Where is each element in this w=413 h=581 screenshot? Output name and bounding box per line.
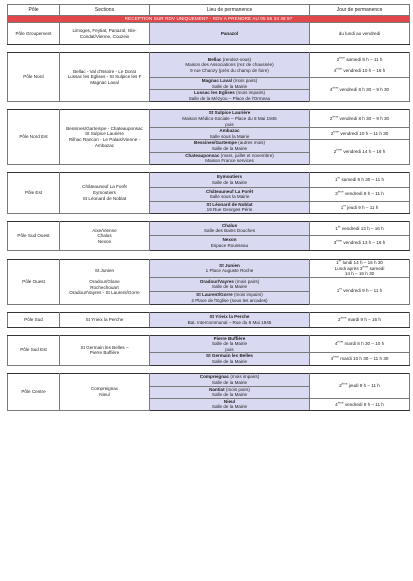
- lieu-detail: Bat. Intercommunal – Rue du 8 Mai 1945: [187, 319, 272, 325]
- lieu-detail: (mois impairs) 2 Place de l'Eglise (sous les arcades): [191, 292, 268, 303]
- pole-name: Pôle Sud: [8, 312, 60, 327]
- lieu-detail: (mars, juillet et novembre) Maison France services: [205, 152, 274, 164]
- lieu-name: Eymoutiers: [216, 174, 243, 180]
- lieu-cell: [150, 398, 310, 410]
- lieu-cell: [150, 277, 310, 291]
- group-spacer: [8, 213, 410, 221]
- sections-list: St Yrieix la Perche: [60, 312, 150, 327]
- lieu-cell: [150, 201, 310, 213]
- sections-list: Compreignac Nieul: [60, 373, 150, 410]
- lieu-name: St Laurent/Gorre: [196, 292, 233, 298]
- jour-cell: 2ème vendredi 14 h – 16 h: [310, 140, 410, 164]
- lieu-detail: Salle de la Mairie puis: [211, 341, 248, 352]
- pole-name: Pôle Groupement: [8, 23, 60, 45]
- pole-name: Pôle Sud Ouest: [8, 221, 60, 250]
- table-row: [8, 335, 410, 353]
- permanence-body: [8, 23, 410, 411]
- jour-cell: 2ème mardi 9 h – 16 h: [310, 312, 410, 327]
- jour-cell: 4ème vendredi 9 h – 11 h: [310, 398, 410, 410]
- jour-cell: 4ème mardi 8 h 30 – 10 h: [310, 335, 410, 353]
- jour-cell: 1er jeudi 9 h – 11 h: [310, 201, 410, 213]
- lieu-cell: [150, 373, 310, 386]
- lieu-detail: Espace Rousseau: [210, 242, 249, 248]
- lieu-cell: [150, 386, 310, 398]
- lieu-name: Pierre Buffière: [213, 335, 246, 341]
- jour-cell: 3ème vendredi 9 h – 11 h: [310, 187, 410, 201]
- lieu-cell: [150, 78, 310, 90]
- lieu-detail: Salle de la Mairie: [211, 404, 248, 410]
- group-spacer-cell: [8, 164, 410, 172]
- lieu-name: Compreignac: [199, 374, 230, 380]
- group-spacer-cell: [8, 327, 410, 335]
- group-spacer: [8, 164, 410, 172]
- sections-list: St Germain les Belles – Pierre Buffière: [60, 335, 150, 365]
- lieu-detail: Salle sous la Mairie: [209, 133, 250, 139]
- lieu-cell: [150, 110, 310, 128]
- lieu-detail: (mois pairs) Salle de la Mairie: [211, 386, 250, 398]
- lieu-detail: (mois pairs) Salle de la Mairie: [211, 278, 260, 290]
- lieu-cell: [150, 335, 310, 353]
- group-spacer: [8, 365, 410, 373]
- lieu-cell: [150, 140, 310, 152]
- group-spacer-cell: [8, 250, 410, 259]
- lieu-detail: 1 Place Auguste Roche: [205, 268, 254, 274]
- lieu-cell: [150, 259, 310, 277]
- jour-cell: 3ème vendredi 13 h – 16 h: [310, 235, 410, 250]
- lieu-detail: Maison Médico-Sociale – Place du 8 Mai 1945 puis: [182, 115, 277, 127]
- lieu-detail: (mois impairs) Salle de la Mézyou – Place de l'Ormeau: [188, 90, 271, 101]
- lieu-detail: (mois impairs) Salle de la Mairie: [211, 374, 260, 385]
- sections-list: Bessines/Gartempe - Chateauponsac St Sulpice Laurière Rilhac Rancon - Le Palais/Vienne - Ambazac: [60, 110, 150, 164]
- pole-name: Pôle Nord Est: [8, 110, 60, 164]
- lieu-detail: Salle sous la Mairie: [209, 194, 250, 200]
- group-spacer-cell: [8, 102, 410, 110]
- sections-list: St Junien Oradour/Glane Rochechouart Oradour/Vayres - St Laurent/Gorre: [60, 259, 150, 304]
- lieu-cell: [150, 23, 310, 45]
- reception-banner-row: [8, 16, 410, 23]
- lieu-cell: [150, 172, 310, 187]
- lieu-name: St Germain les Belles: [206, 353, 253, 359]
- header-sections: Sections: [60, 5, 150, 16]
- header-pole: Pôle: [8, 5, 60, 16]
- header-lieu: Lieu de permanence: [150, 5, 310, 16]
- group-spacer-cell: [8, 45, 410, 53]
- pole-name: Pôle Est: [8, 172, 60, 213]
- lieu-name: Châteauneuf La Forêt: [205, 188, 254, 194]
- lieu-name: St Sulpice Laurière: [208, 110, 251, 116]
- lieu-name: Oradour/Vayres: [199, 278, 234, 284]
- lieu-name: Ambazac: [219, 128, 240, 134]
- lieu-name: Nantiat: [209, 386, 225, 392]
- header-jour: Jour de permanence: [310, 5, 410, 16]
- lieu-cell: [150, 90, 310, 102]
- lieu-name: St Léonard de Noblat: [206, 201, 253, 207]
- lieu-cell: [150, 353, 310, 365]
- lieu-name: Chalus: [221, 222, 238, 228]
- jour-cell: 2ème jeudi 9 h – 11 h: [310, 373, 410, 398]
- group-spacer: [8, 304, 410, 312]
- pole-name: Pôle Ouest: [8, 259, 60, 304]
- jour-cell: 1er vendredi 13 h – 16 h: [310, 221, 410, 235]
- lieu-name: Magnac Laval: [201, 78, 232, 83]
- lieu-name: St Yrieix la Perche: [209, 314, 250, 320]
- permanence-table: [7, 4, 410, 411]
- lieu-detail: 19 Rue Georges Périn: [206, 207, 253, 213]
- table-row: [8, 373, 410, 386]
- lieu-name: Nexon: [222, 237, 237, 243]
- reception-banner: RECEPTION SUR RDV UNIQUEMENT - RDV A PRENDRE AU 05 55 34 48 97: [8, 16, 410, 23]
- jour-cell: 2ème vendredi 10 h – 11 h 30: [310, 128, 410, 140]
- lieu-name: Panazol: [220, 30, 239, 36]
- lieu-detail: (autres mois) Salle de la Mairie: [211, 140, 265, 151]
- lieu-cell: [150, 53, 310, 78]
- lieu-detail: Salle de la Mairie: [211, 359, 248, 365]
- pole-name: Pôle Centre: [8, 373, 60, 410]
- lieu-detail: (rendez-vous) Maison des Associations (rez de chaussée) 9 rue Chanzy (près du champ de foire): [185, 56, 274, 73]
- table-row: [8, 23, 410, 45]
- sections-list: Aixe/Vienne Chalus Nexon: [60, 221, 150, 250]
- sections-list: Châteauneuf La Forêt Eymoutiers St Léonard de Noblat: [60, 172, 150, 213]
- table-row: [8, 221, 410, 235]
- lieu-name: Bellac: [207, 56, 222, 62]
- lieu-detail: (mois pairs) Salle de la Mairie: [211, 78, 258, 89]
- table-row: [8, 312, 410, 327]
- lieu-cell: [150, 128, 310, 140]
- group-spacer: [8, 327, 410, 335]
- pole-name: Pôle Nord: [8, 53, 60, 102]
- group-spacer-cell: [8, 213, 410, 221]
- jour-cell: 2ème vendredi 8 h 30 – 9 h 30: [310, 110, 410, 128]
- lieu-cell: [150, 235, 310, 250]
- table-row: [8, 172, 410, 187]
- table-header-row: [8, 5, 410, 16]
- jour-cell: 1er samedi 8 h 30 – 11 h: [310, 172, 410, 187]
- lieu-detail: Salle de la Mairie: [211, 179, 248, 185]
- lieu-cell: [150, 221, 310, 235]
- jour-cell: 1er lundi 14 h – 16 h 30 Lundi après 3ème samedi 14 h – 16 h 30: [310, 259, 410, 277]
- lieu-cell: [150, 152, 310, 164]
- lieu-name: Lussac les Eglises: [194, 90, 235, 96]
- lieu-name: St Junien: [219, 262, 240, 268]
- lieu-name: Nieul: [223, 398, 236, 404]
- lieu-cell: [150, 291, 310, 304]
- lieu-cell: [150, 312, 310, 327]
- table-row: [8, 53, 410, 78]
- pole-name: Pôle Sud Est: [8, 335, 60, 365]
- group-spacer: [8, 102, 410, 110]
- group-spacer: [8, 45, 410, 53]
- jour-cell: 4ème mardi 10 h 30 – 11 h 30: [310, 353, 410, 365]
- jour-cell: 4ème vendredi 8 h 30 – 9 h 30: [310, 78, 410, 102]
- table-row: [8, 110, 410, 128]
- lieu-cell: [150, 187, 310, 201]
- permanence-document: [7, 4, 409, 411]
- jour-cell: du lundi au vendredi: [310, 23, 410, 45]
- group-spacer-cell: [8, 365, 410, 373]
- sections-list: Limoges, Feytiat, Panazol, Isle-Condat/Vienne, Couzeix: [60, 23, 150, 45]
- jour-cell: 1er vendredi 9 h – 11 h: [310, 277, 410, 304]
- sections-list: Bellac - Val d'Issoire - Le Dorat Lussac les Eglises - St Sulpice les F Magnac Laval: [60, 53, 150, 102]
- lieu-detail: Salle des Bains Douches: [203, 228, 256, 234]
- lieu-name: Bessines/Gartempe: [194, 140, 237, 146]
- table-row: [8, 259, 410, 277]
- jour-cell: 2ème samedi 8 h – 11 h 4ème vendredi 10 h – 16 h: [310, 53, 410, 78]
- group-spacer: [8, 250, 410, 259]
- group-spacer-cell: [8, 304, 410, 312]
- lieu-name: Chateauponsac: [185, 152, 220, 158]
